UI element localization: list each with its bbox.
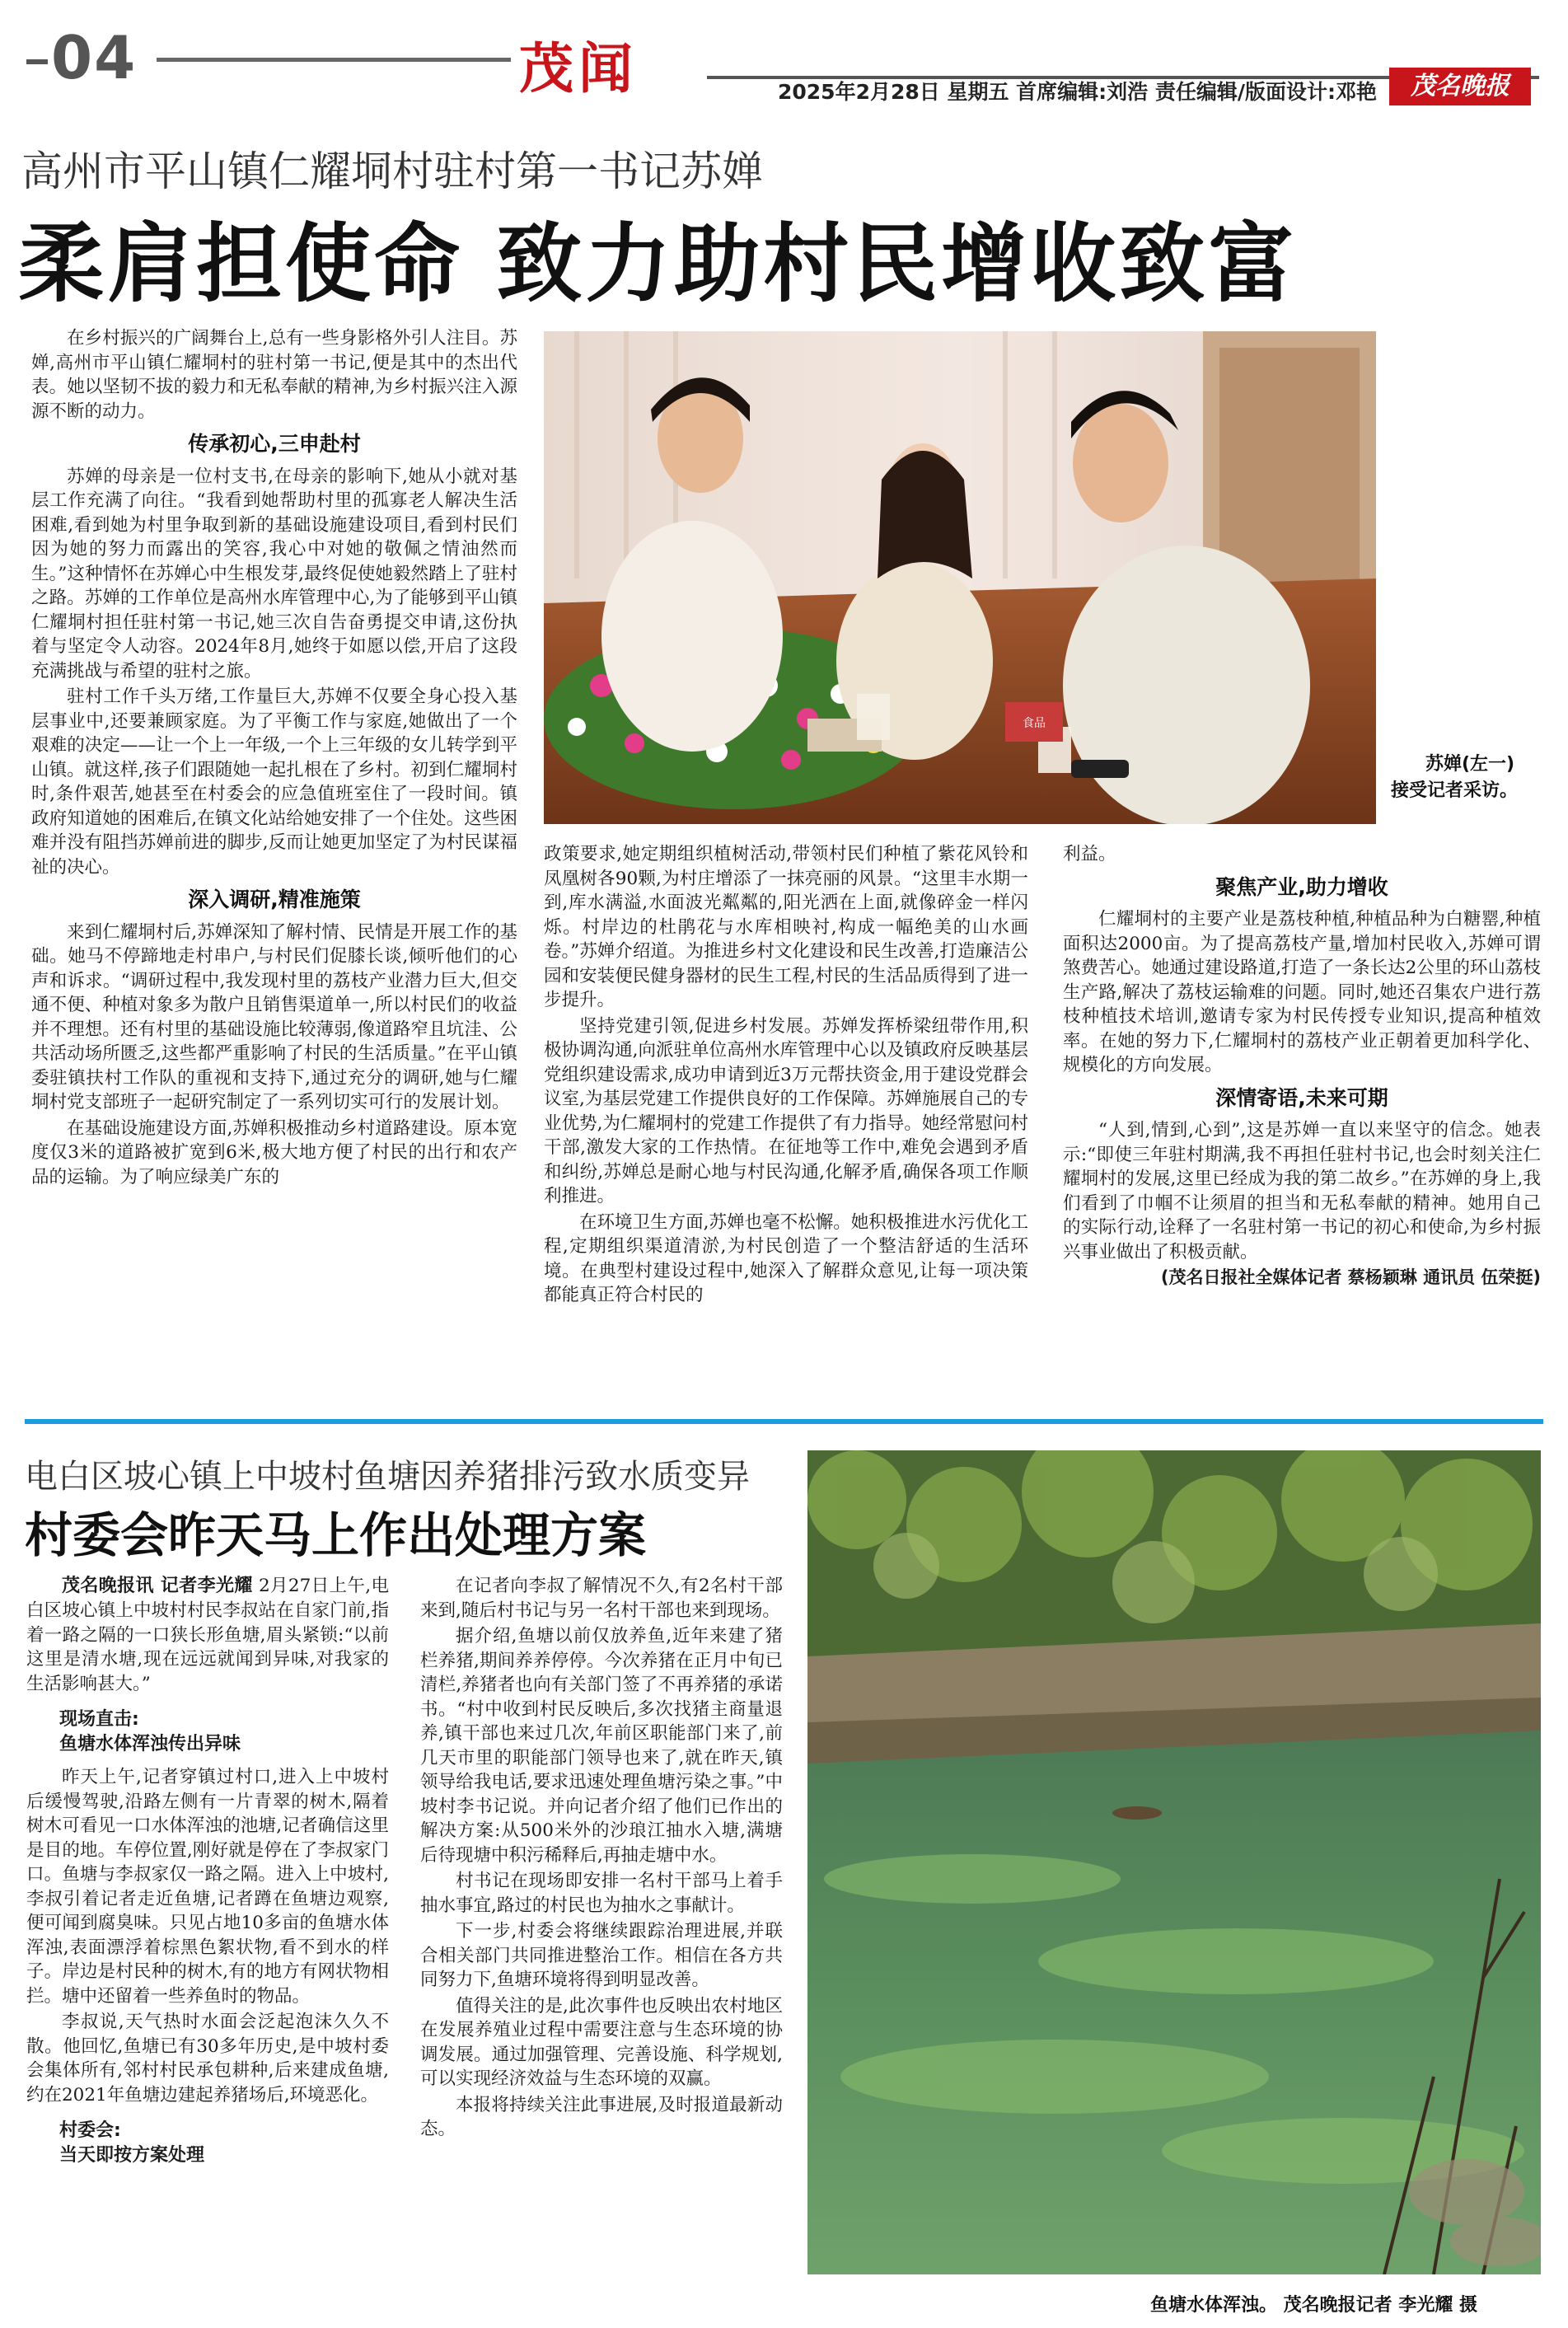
pond-photo-caption: 鱼塘水体浑浊。 茂名晚报记者 李光耀 摄 [1150, 2295, 1477, 2316]
page-number-dash [26, 59, 48, 64]
story2-lead-text: 2月27日上午,电白区坡心镇上中坡村村民李叔站在自家门前,指着一路之隔的一口狭长形鱼塘,眉头紧锁:“以前这里是清水塘,现在远远就闻到异味,对我家的生活影响甚大。” [26, 1576, 389, 1694]
story2-label-1a: 现场直击: [59, 1709, 139, 1730]
story2-label-2b: 当天即按方案处理 [59, 2145, 205, 2166]
story2-column-1 [26, 1574, 389, 2168]
story1-paragraph: 在基础设施建设方面,苏婵积极推动乡村道路建设。原本宽度仅3米的道路被扩宽到6米,极大地方便了村民的出行和农产品的运输。为了响应绿美广东的 [31, 1117, 517, 1187]
story1-column-3 [1063, 842, 1541, 1292]
story1-column-2 [544, 842, 1028, 1309]
story1-paragraph: 仁耀垌村的主要产业是荔枝种植,种植品种为白糖罂,种植面积达2000亩。为了提高荔枝产量,增加村民收入,苏婵可谓煞费苦心。她通过建设路道,打造了一条长达2公里的环山荔枝生产路,解决了荔枝运输难的问题。同时,她还召集农户进行荔枝种植技术培训,邀请专家为村民传授专业知识,提高种植效率。在她的努力下,仁耀垌村的荔枝产业正朝着更加科学化、规模化的方向发展。 [1063, 909, 1541, 1075]
photo-caption-line2: 接受记者采访。 [1391, 780, 1519, 801]
story1-paragraph: 利益。 [1063, 844, 1116, 864]
story1-kicker: 高州市平山镇仁耀垌村驻村第一书记苏婵 [21, 148, 763, 195]
interview-photo [544, 331, 1376, 824]
story1-paragraph: 政策要求,她定期组织植树活动,带领村民们种植了紫花风铃和凤凰树各90颗,为村庄增添了一抹亮丽的风景。“这里丰水期一到,库水满溢,水面波光粼粼的,阳光洒在上面,就像碎金一样闪烁。村岸边的杜鹃花与水库相映衬,构成一幅绝美的山水画卷。”苏婵介绍道。为推进乡村文化建设和民生改善,打造廉洁公园和安装便民健身器材的民生工程,村民的生活品质得到了进一步提升。 [544, 844, 1028, 1010]
story1-subhead-3: 聚焦产业,助力增收 [1215, 874, 1388, 899]
masthead-rule [157, 58, 511, 62]
story2-paragraph: 村书记在现场即安排一名村干部马上着手抽水事宜,路过的村民也为抽水之事献计。 [420, 1871, 783, 1916]
story1-headline: 柔肩担使命 致力助村民增收致富 [18, 213, 1298, 314]
story2-label-1b: 鱼塘水体浑浊传出异味 [59, 1734, 241, 1754]
newspaper-logo: 茂名晚报 [1389, 68, 1531, 105]
pond-photo-illustration [807, 1450, 1541, 2274]
dateline: 2025年2月28日 星期五 首席编辑:刘浩 责任编辑/版面设计:邓艳 [778, 80, 1378, 104]
story2-paragraph: 李叔说,天气热时水面会泛起泡沫久久不散。他回忆,鱼塘已有30多年历史,是中坡村委会集体所有,邻村村民承包耕种,后来建成鱼塘,约在2021年鱼塘边建起养猪场后,环境恶化。 [26, 2012, 389, 2106]
story2-dateline: 茂名晚报讯 记者李光耀 [62, 1576, 253, 1596]
story1-subhead-4: 深情寄语,未来可期 [1215, 1085, 1388, 1110]
story1-lead: 在乡村振兴的广阔舞台上,总有一些身影格外引人注目。苏婵,高州市平山镇仁耀垌村的驻村第一书记,便是其中的杰出代表。她以坚韧不拔的毅力和无私奉献的精神,为乡村振兴注入源源不断的动力。 [31, 328, 517, 422]
story2-paragraph: 值得关注的是,此次事件也反映出农村地区在发展养殖业过程中需要注意与生态环境的协调发展。通过加强管理、完善设施、科学规划,可以实现经济效益与生态环境的双赢。 [420, 1995, 783, 2089]
photo-caption-line1: 苏婵(左一) [1425, 754, 1515, 775]
story1-subhead-1: 传承初心,三申赴村 [188, 432, 361, 456]
story2-lead [26, 1574, 389, 1696]
story1-paragraph: 在环境卫生方面,苏婵也毫不松懈。她积极推进水污优化工程,定期组织渠道清淤,为村民创造了一个整洁舒适的生活环境。在典型村建设过程中,她深入了解群众意见,让每一项决策都能真正符合村民的 [544, 1211, 1028, 1305]
story1-paragraph: 坚持党建引领,促进乡村发展。苏婵发挥桥梁纽带作用,积极协调沟通,向派驻单位高州水库管理中心以及镇政府反映基层党组织建设需求,成功申请到近3万元帮扶资金,用于建设党群会议室,为基层党建工作提供良好的工作保障。苏婵施展自己的专业优势,为仁耀垌村的党建工作提供了有力指导。她经常慰问村干部,激发大家的工作热情。在征地等工作中,难免会遇到矛盾和纠纷,苏婵总是耐心地与村民沟通,化解矛盾,确保各项工作顺利推进。 [544, 1015, 1028, 1206]
story1-subhead-2: 深入调研,精准施策 [188, 888, 361, 911]
story1-paragraph: 苏婵的母亲是一位村支书,在母亲的影响下,她从小就对基层工作充满了向往。“我看到她帮助村里的孤寡老人解决生活困难,看到她为村里争取到新的基础设施建设项目,看到村民们因为她的努力而露出的笑容,我心中对她的敬佩之情油然而生。”这种情怀在苏婵心中生根发芽,最终促使她毅然踏上了驻村之路。苏婵的工作单位是高州水库管理中心,为了能够到平山镇仁耀垌村担任驻村第一书记,她三次自告奋勇提交申请,这份执着与坚定令人动容。2024年8月,她终于如愿以偿,开启了这段充满挑战与希望的驻村之旅。 [31, 466, 517, 682]
story2-label-2a: 村委会: [59, 2120, 121, 2141]
story2-headline: 村委会昨天马上作出处理方案 [25, 1507, 647, 1563]
story2-paragraph: 下一步,村委会将继续跟踪治理进展,并联合相关部门共同推进整治工作。相信在各方共同努力下,鱼塘环境将得到明显改善。 [420, 1921, 783, 1990]
story-divider [25, 1419, 1543, 1424]
story1-column-1 [31, 326, 517, 1191]
story2-column-2 [420, 1574, 783, 2143]
story1-byline: (茂名日报社全媒体记者 蔡杨颖琳 通讯员 伍荣挺) [1160, 1267, 1541, 1287]
page-number: 04 [51, 23, 138, 92]
story2-kicker: 电白区坡心镇上中坡村鱼塘因养猪排污致水质变异 [25, 1458, 750, 1496]
story2-paragraph: 在记者向李叔了解情况不久,有2名村干部来到,随后村书记与另一名村干部也来到现场。 [420, 1576, 783, 1621]
story2-paragraph: 本报将持续关注此事进展,及时报道最新动态。 [420, 2094, 783, 2139]
interview-photo-illustration [544, 331, 1376, 824]
story1-paragraph: 驻村工作千头万绪,工作量巨大,苏婵不仅要全身心投入基层事业中,还要兼顾家庭。为了平衡工作与家庭,她做出了一个艰难的决定——让一个上一年级,一个上三年级的女儿转学到平山镇。就这样,孩子们跟随她一起扎根在了乡村。初到仁耀垌村时,条件艰苦,她甚至在村委会的应急值班室住了一段时间。镇政府知道她的困难后,在镇文化站给她安排了一个住处。这些困难并没有阻挡苏婵前进的脚步,反而让她更加坚定了为村民谋福祉的决心。 [31, 686, 517, 878]
section-title: 茂闻 [519, 36, 638, 101]
story2-paragraph: 据介绍,鱼塘以前仅放养鱼,近年来建了猪栏养猪,期间养养停停。今次养猪在正月中旬已清栏,养猪者也向有关部门签了不再养猪的承诺书。“村中收到村民反映后,多次找猪主商量退养,镇干部也来过几次,年前区职能部门来了,前几天市里的职能部门领导也来了,就在昨天,镇领导给我电话,要求迅速处理鱼塘污染之事。”中坡村李书记说。并向记者介绍了他们已作出的解决方案:从500米外的沙琅江抽水入塘,满塘后待现塘中积污稀释后,再抽走塘中水。 [420, 1626, 783, 1866]
story2-paragraph: 昨天上午,记者穿镇过村口,进入上中坡村后缓慢驾驶,沿路左侧有一片青翠的树木,隔着树木可看见一口水体浑浊的池塘,记者确信这里是目的地。车停位置,刚好就是停在了李叔家门口。鱼塘与李叔家仅一路之隔。进入上中坡村,李叔引着记者走近鱼塘,记者蹲在鱼塘边观察,便可闻到腐臭味。只见占地10多亩的鱼塘水体浑浊,表面漂浮着棕黑色絮状物,看不到水的样子。岸边是村民种的树木,有的地方有网状物相拦。塘中还留着一些养鱼时的物品。 [26, 1767, 389, 2007]
story1-paragraph: “人到,情到,心到”,这是苏婵一直以来坚守的信念。她表示:“即使三年驻村期满,我不再担任驻村书记,也会时刻关注仁耀垌村的发展,这里已经成为我的第二故乡。”在苏婵的身上,我们看到了巾帼不让须眉的担当和无私奉献的精神。她用自己的实际行动,诠释了一名驻村第一书记的初心和使命,为乡村振兴事业做出了积极贡献。 [1063, 1120, 1541, 1262]
photo-product-label: 食品 [1023, 717, 1046, 730]
pond-photo [807, 1450, 1541, 2274]
story1-paragraph: 来到仁耀垌村后,苏婵深知了解村情、民情是开展工作的基础。她马不停蹄地走村串户,与村民们促膝长谈,倾听他们的心声和诉求。“调研过程中,我发现村里的荔枝产业潜力巨大,但交通不便、种植对象多为散户且销售渠道单一,所以村民们的收益并不理想。还有村里的基础设施比较薄弱,像道路窄且坑洼、公共活动场所匮乏,这些都严重影响了村民的生活质量。”在平山镇委驻镇扶村工作队的重视和支持下,通过充分的调研,她与仁耀垌村党支部班子一起研究制定了一系列切实可行的发展计划。 [31, 921, 517, 1112]
